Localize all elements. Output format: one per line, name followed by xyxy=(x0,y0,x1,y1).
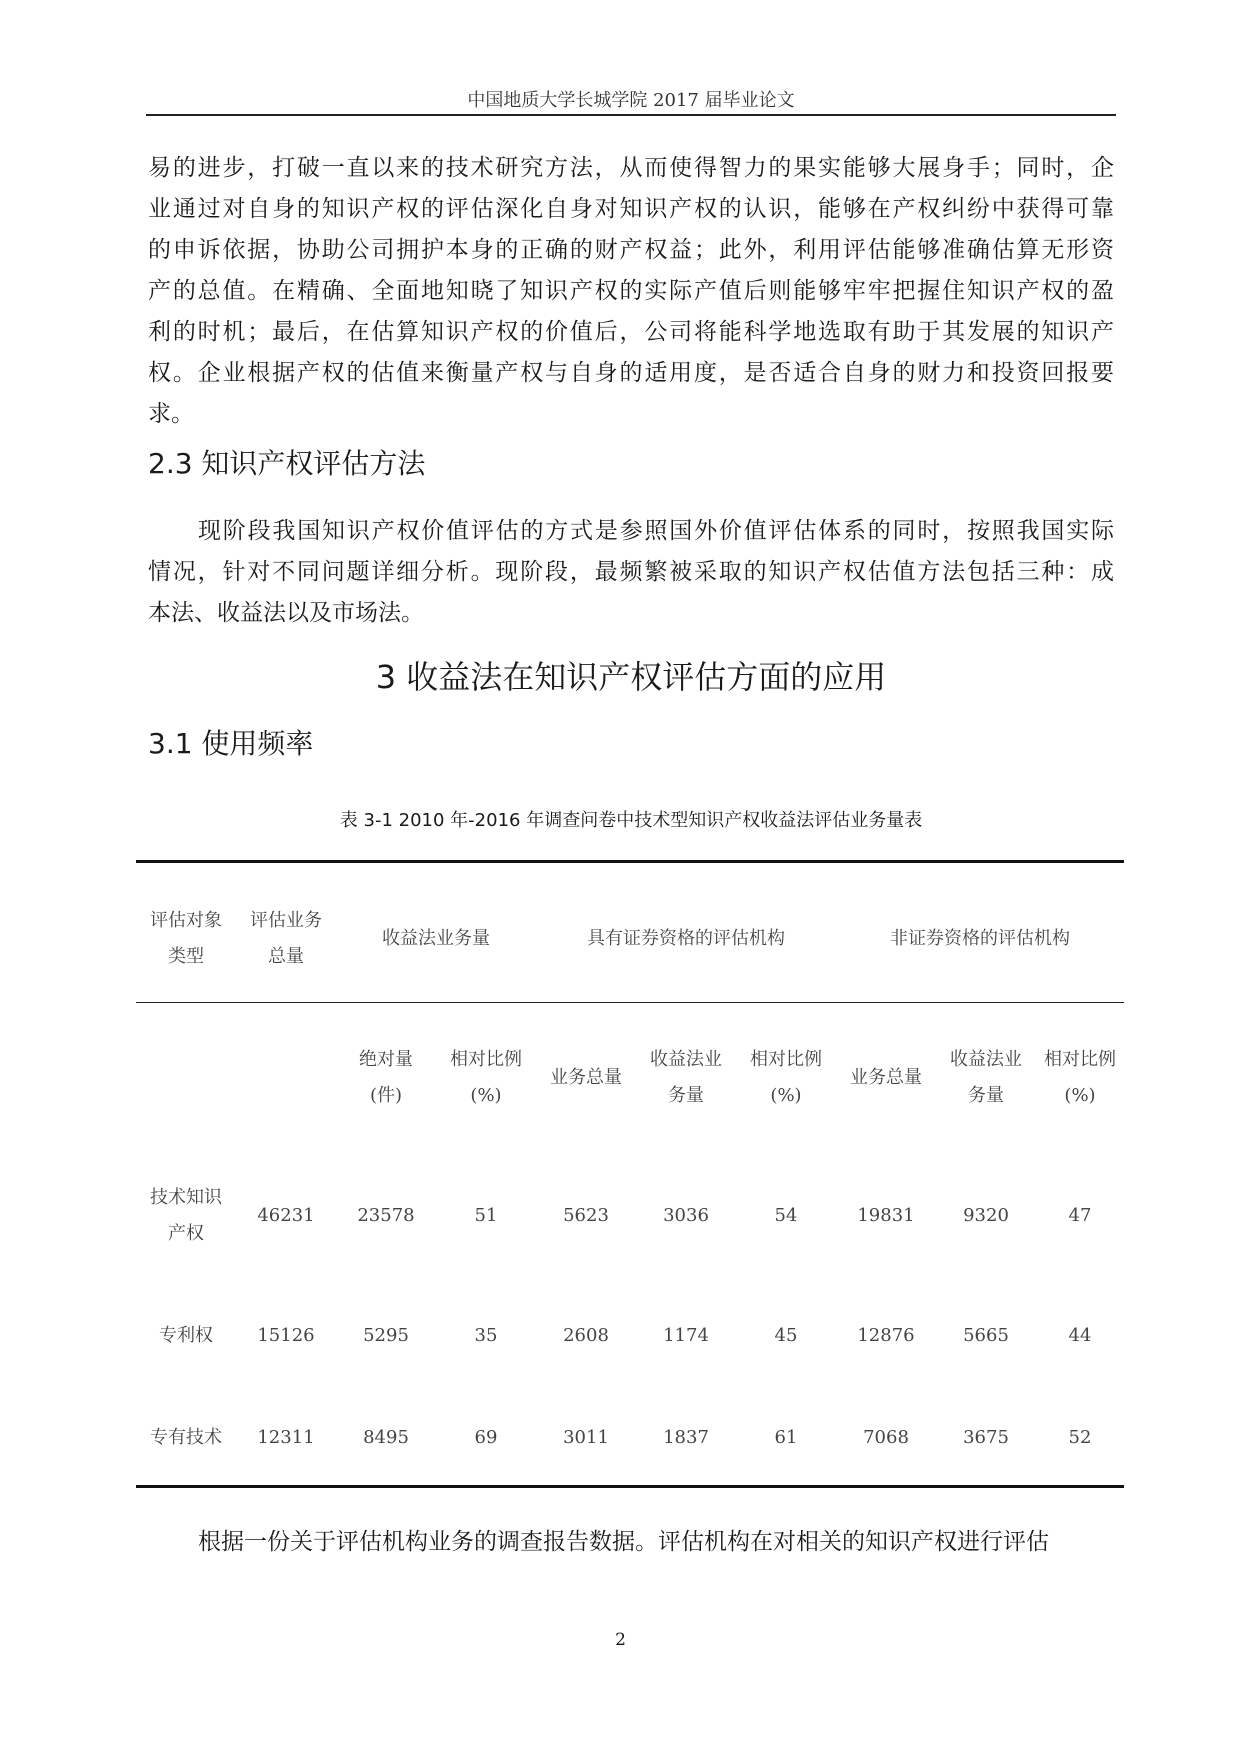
text-line: 求。 xyxy=(148,401,194,427)
paragraph-1 xyxy=(148,148,1114,435)
table-cell: 3675 xyxy=(963,1427,1009,1448)
header-cell-type xyxy=(136,903,236,975)
table-cell: 5623 xyxy=(563,1205,609,1226)
subheader-text: 收益法业 xyxy=(650,1049,722,1070)
header-cell-total xyxy=(236,903,336,975)
table-cell: 7068 xyxy=(863,1427,909,1448)
text-line: 易的进步，打破一直以来的技术研究方法，从而使得智力的果实能够大展身手；同时，企 xyxy=(148,155,1114,181)
row-type-text: 产权 xyxy=(168,1223,204,1244)
subheader-text: 务量 xyxy=(668,1085,704,1106)
table-bottom-rule xyxy=(136,1485,1124,1488)
subheader-text: 业务总量 xyxy=(550,1067,622,1088)
table-cell: 8495 xyxy=(363,1427,409,1448)
subheader-cell xyxy=(836,1060,936,1096)
row-type-text: 专有技术 xyxy=(150,1427,222,1448)
chapter-heading-3: 3 收益法在知识产权评估方面的应用 xyxy=(375,658,887,696)
subheader-cell xyxy=(636,1042,736,1114)
subheader-text: (%) xyxy=(1064,1085,1096,1106)
text-line: 权。企业根据产权的估值来衡量产权与自身的适用度，是否适合自身的财力和投资回报要 xyxy=(148,360,1114,386)
text-line: 本法、收益法以及市场法。 xyxy=(148,600,424,626)
header-text: 总量 xyxy=(268,946,304,967)
page-number: 2 xyxy=(615,1630,626,1650)
table-cell: 1837 xyxy=(663,1427,709,1448)
subheader-cell xyxy=(436,1042,536,1114)
subheader-text: 相对比例 xyxy=(1044,1049,1116,1070)
row-type-cell xyxy=(136,1180,236,1252)
text-line: 根据一份关于评估机构业务的调查报告数据。评估机构在对相关的知识产权进行评估 xyxy=(198,1529,1049,1555)
table-cell: 12876 xyxy=(857,1325,915,1346)
row-type-text: 技术知识 xyxy=(150,1187,222,1208)
header-group-non-securities: 非证券资格的评估机构 xyxy=(890,928,1070,949)
table-cell: 3011 xyxy=(563,1427,609,1448)
text-line: 情况，针对不同问题详细分析。现阶段，最频繁被采取的知识产权估值方法包括三种：成 xyxy=(148,559,1114,585)
table-cell: 51 xyxy=(474,1205,498,1226)
row-type-cell xyxy=(136,1318,236,1354)
table-cell: 12311 xyxy=(257,1427,315,1448)
paragraph-2 xyxy=(148,511,1114,634)
table-cell: 54 xyxy=(774,1205,798,1226)
table-cell: 45 xyxy=(774,1325,798,1346)
table-cell: 1174 xyxy=(663,1325,709,1346)
subheader-text: (%) xyxy=(770,1085,802,1106)
text-line: 的申诉依据，协助公司拥护本身的正确的财产权益；此外，利用评估能够准确估算无形资 xyxy=(148,237,1114,263)
header-group-income: 收益法业务量 xyxy=(382,928,490,949)
subheader-text: 务量 xyxy=(968,1085,1004,1106)
subheader-cell xyxy=(1036,1042,1124,1114)
table-cell: 61 xyxy=(774,1427,798,1448)
subheader-text: 业务总量 xyxy=(850,1067,922,1088)
table-cell: 44 xyxy=(1068,1325,1092,1346)
table-cell: 19831 xyxy=(857,1205,915,1226)
subheader-text: (%) xyxy=(470,1085,502,1106)
table-top-rule xyxy=(136,860,1124,863)
header-text: 评估业务 xyxy=(250,910,322,931)
header-text: 类型 xyxy=(168,946,204,967)
subheader-text: 绝对量 xyxy=(359,1049,413,1070)
subheader-cell xyxy=(936,1042,1036,1114)
subheader-cell xyxy=(336,1042,436,1114)
table-cell: 3036 xyxy=(663,1205,709,1226)
text-line: 产的总值。在精确、全面地知晓了知识产权的实际产值后则能够牢牢把握住知识产权的盈 xyxy=(148,278,1114,304)
table-cell: 35 xyxy=(474,1325,498,1346)
subheader-text: (件) xyxy=(369,1085,403,1106)
header-rule xyxy=(146,114,1116,116)
subheader-text: 收益法业 xyxy=(950,1049,1022,1070)
table-cell: 46231 xyxy=(257,1205,315,1226)
subheader-text: 相对比例 xyxy=(450,1049,522,1070)
subheader-cell xyxy=(736,1042,836,1114)
paragraph-3 xyxy=(148,1522,1114,1563)
row-type-cell xyxy=(136,1420,236,1456)
table-cell: 5665 xyxy=(963,1325,1009,1346)
table-cell: 2608 xyxy=(563,1325,609,1346)
row-type-text: 专利权 xyxy=(159,1325,213,1346)
table-cell: 5295 xyxy=(363,1325,409,1346)
text-line: 现阶段我国知识产权价值评估的方式是参照国外价值评估体系的同时，按照我国实际 xyxy=(198,518,1114,544)
running-header: 中国地质大学长城学院 2017 届毕业论文 xyxy=(467,90,795,111)
section-heading-2-3: 2.3 知识产权评估方法 xyxy=(148,447,426,480)
section-heading-3-1: 3.1 使用频率 xyxy=(148,727,314,760)
table-cell: 52 xyxy=(1068,1427,1092,1448)
table-mid-rule xyxy=(136,1002,1124,1003)
table-cell: 69 xyxy=(474,1427,498,1448)
table-cell: 23578 xyxy=(357,1205,415,1226)
header-group-securities: 具有证券资格的评估机构 xyxy=(587,928,785,949)
table-cell: 47 xyxy=(1068,1205,1092,1226)
text-line: 利的时机；最后，在估算知识产权的价值后，公司将能科学地选取有助于其发展的知识产 xyxy=(148,319,1114,345)
table-caption: 表 3-1 2010 年-2016 年调查问卷中技术型知识产权收益法评估业务量表 xyxy=(339,810,923,831)
text-line: 业通过对自身的知识产权的评估深化自身对知识产权的认识，能够在产权纠纷中获得可靠 xyxy=(148,196,1114,222)
subheader-cell xyxy=(536,1060,636,1096)
table-cell: 15126 xyxy=(257,1325,315,1346)
subheader-text: 相对比例 xyxy=(750,1049,822,1070)
table-cell: 9320 xyxy=(963,1205,1009,1226)
header-text: 评估对象 xyxy=(150,910,222,931)
